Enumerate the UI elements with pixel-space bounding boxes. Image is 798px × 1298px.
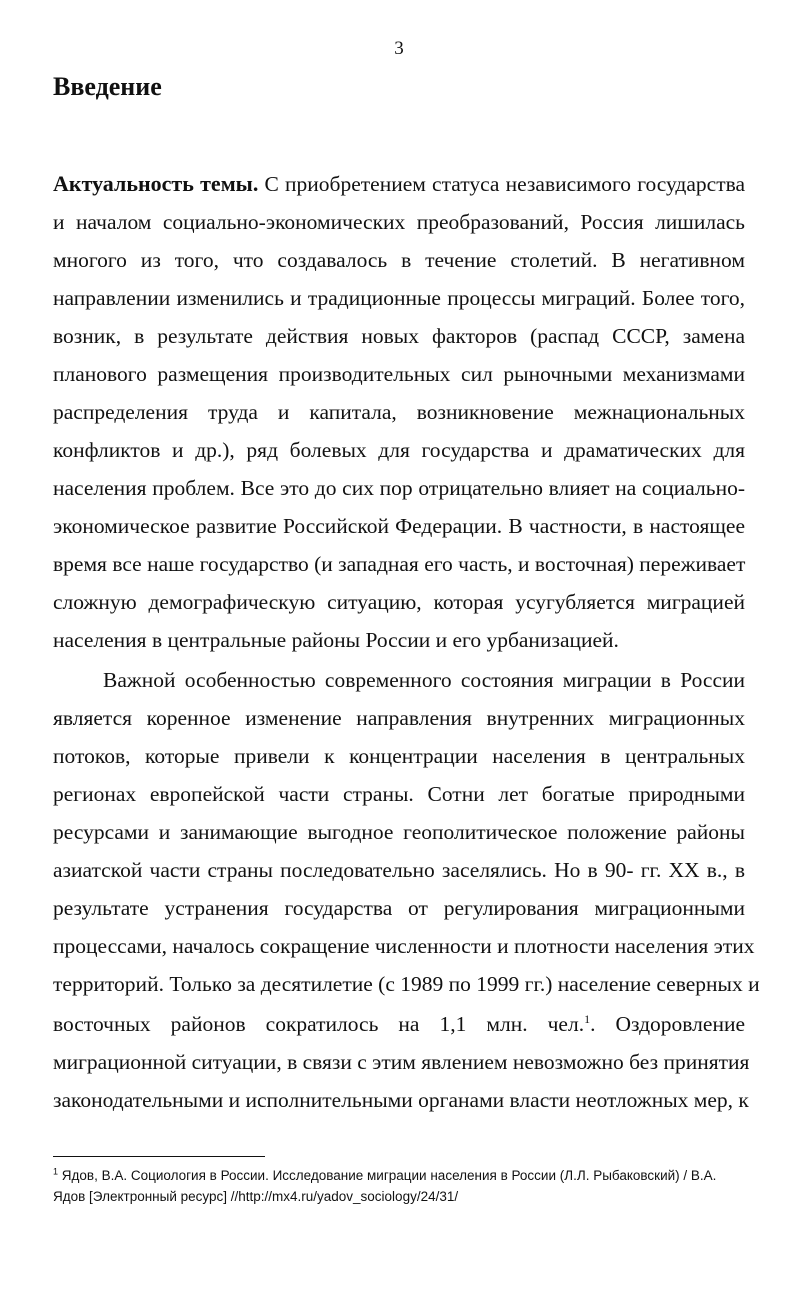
paragraph-line: и началом социально-экономических преобразований, Россия лишилась xyxy=(53,210,745,234)
paragraph-line xyxy=(53,1010,745,1038)
paragraph-line: территорий. Только за десятилетие (с 1989 по 1999 гг.) население северных и xyxy=(53,972,760,996)
paragraph-line: населения в центральные районы России и его урбанизацией. xyxy=(53,628,619,652)
topic-relevance-lead: Актуальность темы. xyxy=(53,171,259,196)
paragraph-line: сложную демографическую ситуацию, которая усугубляется миграцией xyxy=(53,590,745,614)
paragraph-line xyxy=(53,170,745,198)
footnote-separator xyxy=(53,1156,265,1157)
paragraph-line: процессами, началось сокращение численности и плотности населения этих xyxy=(53,934,755,958)
paragraph-line: конфликтов и др.), ряд болевых для государства и драматических для xyxy=(53,438,745,462)
page-number: 3 xyxy=(394,38,404,59)
paragraph-line: является коренное изменение направления внутренних миграционных xyxy=(53,706,745,730)
paragraph-line: Важной особенностью современного состояния миграции в России xyxy=(103,668,745,692)
paragraph-text: С приобретением статуса независимого государства xyxy=(258,172,746,196)
footnote-line xyxy=(53,1167,745,1185)
paragraph-line: регионах европейской части страны. Сотни лет богатые природными xyxy=(53,782,745,806)
paragraph-line: населения проблем. Все это до сих пор отрицательно влияет на социально- xyxy=(53,476,745,500)
paragraph-line: возник, в результате действия новых факторов (распад СССР, замена xyxy=(53,324,745,348)
footnote-text: Ядов, В.А. Социология в России. Исследование миграции населения в России (Л.Л. Рыбаковский) / В.А. xyxy=(58,1168,717,1183)
paragraph-line: распределения труда и капитала, возникновение межнациональных xyxy=(53,400,745,424)
paragraph-line: потоков, которые привели к концентрации населения в центральных xyxy=(53,744,745,768)
paragraph-line: ресурсами и занимающие выгодное геополитическое положение районы xyxy=(53,820,745,844)
paragraph-line: экономическое развитие Российской Федерации. В частности, в настоящее xyxy=(53,514,745,538)
paragraph-text: восточных районов сократилось на 1,1 млн. чел. xyxy=(53,1012,585,1036)
paragraph-text: . Оздоровление xyxy=(590,1012,746,1036)
section-heading: Введение xyxy=(53,72,162,101)
paragraph-line: направлении изменились и традиционные процессы миграций. Более того, xyxy=(53,286,745,310)
paragraph-line: планового размещения производительных сил рыночными механизмами xyxy=(53,362,745,386)
paragraph-line: азиатской части страны последовательно заселялись. Но в 90- гг. XX в., в xyxy=(53,858,745,882)
footnote-line: Ядов [Электронный ресурс] //http://mx4.ru/yadov_sociology/24/31/ xyxy=(53,1189,459,1204)
footnote-marker: 1 xyxy=(53,1166,59,1177)
paragraph-line: многого из того, что создавалось в течение столетий. В негативном xyxy=(53,248,745,272)
paragraph-line: законодательными и исполнительными органами власти неотложных мер, к xyxy=(53,1088,749,1112)
footnote-reference[interactable]: 1 xyxy=(584,1011,591,1026)
paragraph-line: миграционной ситуации, в связи с этим явлением невозможно без принятия xyxy=(53,1050,750,1074)
paragraph-line: результате устранения государства от регулирования миграционными xyxy=(53,896,745,920)
paragraph-line: время все наше государство (и западная его часть, и восточная) переживает xyxy=(53,552,746,576)
